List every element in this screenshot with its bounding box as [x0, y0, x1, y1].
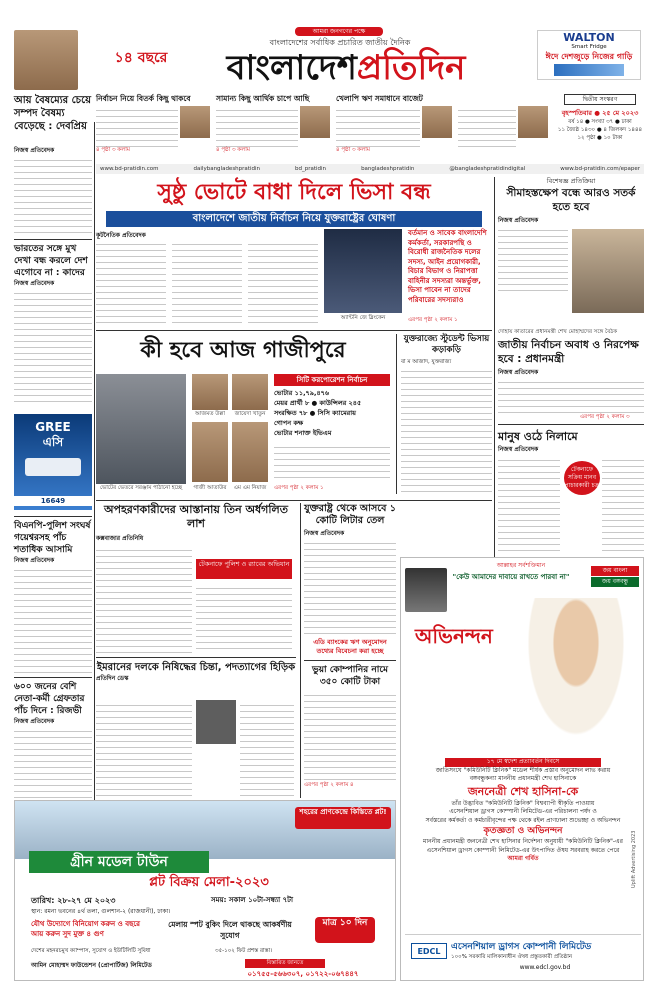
- stat-booth: গোপন কক্ষ: [274, 419, 304, 427]
- ad-side-credit: Uplift Advertising 2023: [631, 830, 637, 888]
- gazipur-photo: [96, 374, 186, 484]
- lead-banner: বাংলাদেশে জাতীয় নির্বাচন নিয়ে যুক্তরাষ্ট্রের ঘোষণা: [106, 211, 482, 227]
- edition-label: দ্বিতীয় সংস্করণ: [564, 94, 636, 105]
- masthead-title: [176, 45, 516, 91]
- gazipur-more[interactable]: এরপর পৃষ্ঠা ২ কলাম ১: [274, 485, 324, 491]
- auction-head: মানুষ ওঠে নিলামে: [498, 430, 578, 443]
- congrats-badge-2: জয় বঙ্গবন্ধু: [591, 577, 639, 587]
- stat-reserved: সংরক্ষিত ৭৮ ● সিসি ক্যামেরায়: [274, 409, 356, 417]
- right-top-text2: [498, 377, 644, 413]
- congrats-body-2: জাতিসংঘে "কমিউনিটি ক্লিনিক" মডেল শীর্ষক প্রস্তাব অনুমোদন লাভ করায়: [435, 766, 611, 774]
- teaser-3-title: খেলাপি ঋণ সমাধানে বাজেট: [336, 94, 423, 103]
- stat-voters: ভোটার ১১,৭৯,৪৭৬: [274, 389, 330, 397]
- teaser-1-text: [96, 105, 178, 147]
- right-top-story: [498, 177, 644, 327]
- teaser-4-text: [458, 105, 516, 147]
- teaser-1-photo: [180, 106, 210, 138]
- left-col-head2: ভারতের সঙ্গে মুখ দেখা বন্ধ করলে দেশ এগোবে না : কাদের: [14, 239, 92, 279]
- candidate-name-1: আজমত উল্লা: [194, 411, 226, 417]
- candidate-photo-3: [192, 422, 228, 482]
- congrats-body-9: আমরা গর্বিত: [507, 855, 539, 862]
- lead-more[interactable]: এরপর পৃষ্ঠা ২ কলাম ১: [408, 317, 458, 323]
- auction-badge: টেকনাফে সক্রিয় মানব পাচারকারী চক্র: [564, 461, 600, 495]
- link-youtube[interactable]: bangladeshpratidin: [361, 166, 415, 172]
- auction-text-2: [602, 455, 644, 551]
- congrats-body-6: সর্বস্তরের কর্মকর্তা ও কর্মচারীবৃন্দের পক্ষ থেকে রইল প্রাণঢালা শুভেচ্ছা ও অভিনন্দন: [425, 816, 621, 824]
- congrats-body-8: এসেনশিয়াল ড্রাগস কোম্পানী লিমিটেড-এর উৎপাদিত ঔষধ সরবরাহ করতে পেরে: [426, 846, 620, 854]
- imran-photo: [196, 700, 236, 744]
- left-col-byline3: নিজস্ব প্রতিবেদক: [14, 557, 55, 564]
- candidate-name-4: এম এম নিয়াজ: [233, 485, 267, 491]
- left-col-text2: [14, 288, 92, 406]
- link-twitter[interactable]: bd_pratidin: [295, 166, 327, 172]
- green-ad-subtitle: প্লট বিক্রয় মেলা-২০২৩: [149, 875, 269, 890]
- gree-phone[interactable]: 16649: [14, 496, 92, 506]
- imran-story: [96, 657, 296, 802]
- anniversary-badge: [112, 36, 170, 86]
- walton-line: ঈদে দেশজুড়ে নিজের গাড়ি: [545, 52, 633, 61]
- green-ad-feature1: দেশের মহনরচমুখ ক্যাম্পাস, সুযোগ ও ইউটিলিটি সুবিধা: [31, 948, 151, 954]
- imran-text-2: [240, 700, 294, 796]
- author-photo: [14, 30, 78, 90]
- auction-story: [498, 424, 644, 554]
- walton-sub: Smart Fridge: [571, 44, 607, 50]
- congrats-body-4: তাঁর উদ্ভাবিত "কমিউনিটি ক্লিনিক" বিশ্বব্যাপী স্বীকৃতি পাওয়ায়: [451, 799, 595, 807]
- imran-byline: প্রতিদিন ডেস্ক: [96, 675, 129, 682]
- issue-line: বর্ষ ১৪ ● সংখ্যা ৩৭ ● ঢাকা: [568, 119, 632, 125]
- gazipur-text: [274, 442, 390, 482]
- green-ad-offer2: মেলায় স্পট বুকিং দিলে থাকছে আকর্ষণীয় সুযোগ: [168, 920, 292, 940]
- lead-headline: সুষ্ঠু ভোটে বাধা দিলে ভিসা বন্ধ: [157, 180, 431, 205]
- teaser-2: [216, 94, 330, 160]
- gree-ac-graphic: [25, 458, 81, 476]
- congrats-top-line1: আল্লাহর সর্বশক্তিমান: [496, 562, 546, 569]
- congrats-body: [405, 758, 641, 864]
- left-col-byline1: নিজস্ব প্রতিবেদক: [14, 147, 55, 154]
- auction-text-1: [498, 455, 560, 551]
- gazipur-photo-caption: ভোটের ভেতরে সরঞ্জাম পাঠানো হচ্ছে: [99, 485, 183, 491]
- teaser-3-text: [336, 105, 420, 147]
- oil-byline: নিজস্ব প্রতিবেদক: [304, 530, 345, 537]
- green-ad-feature2: ৩৫-১০২ ফিট প্রশস্ত রাস্তা।: [215, 948, 273, 954]
- teaser-4-photo: [518, 106, 548, 138]
- teaser-1-more[interactable]: ৪ পৃষ্ঠা ৩ কলাম: [96, 147, 130, 153]
- right-top-byline: নিজস্ব প্রতিবেদক: [498, 217, 539, 224]
- bottom-mid-divider: [300, 503, 301, 798]
- fake-company-head: ভুয়া কোম্পানির নামে ৩৫০ কোটি টাকা: [304, 660, 396, 688]
- congrats-badge-1: জয় বাংলা: [591, 566, 639, 576]
- green-ad-date: তারিখ: ২৮-২৭ মে ২০২৩: [31, 896, 116, 905]
- left-col-head3: বিএনপি-পুলিশ সংঘর্ষ গয়েশ্বরসহ পাঁচ শতাধিক আসামি: [14, 516, 92, 556]
- lead-text-col1: [96, 239, 166, 323]
- fake-company-text: [304, 690, 396, 782]
- candidate-name-2: জায়েদা খাতুন: [234, 411, 266, 417]
- bangabandhu-photo: [405, 568, 447, 612]
- abduction-text-2: [196, 583, 292, 653]
- congrats-body-3: বঙ্গবন্ধুকন্যা মাননীয় প্রধানমন্ত্রী শেখ হাসিনাকে: [469, 775, 577, 782]
- sheikh-hasina-portrait: [521, 598, 631, 748]
- tagline-badge: আমরা জনগণের পক্ষে: [295, 27, 383, 36]
- teaser-1: [96, 94, 210, 160]
- students-story: [396, 334, 492, 494]
- right-top-photo: [572, 229, 644, 313]
- students-text: [401, 366, 492, 494]
- left-col-text1: [14, 155, 92, 235]
- congrats-title: অভিনন্দন: [415, 624, 493, 648]
- candidate-photo-2: [232, 374, 268, 410]
- stat-candidates: মেয়র প্রার্থী ৮ ● কাউন্সিলর ২৪৫: [274, 399, 362, 407]
- green-ad-title: গ্রীন মডেল টাউন: [29, 851, 209, 873]
- candidate-name-3: গাজী আতাউর: [193, 485, 227, 491]
- edcl-website[interactable]: www.edcl.gov.bd: [519, 964, 571, 971]
- teaser-2-more[interactable]: ৪ পৃষ্ঠা ৩ কলাম: [216, 147, 250, 153]
- masthead: [0, 0, 650, 92]
- congrats-top-quote: "কেউ আমাদের দাবায়ে রাখতে পারবা না": [452, 573, 570, 581]
- price-line: ১২ পৃষ্ঠা ● ১০ টাকা: [577, 135, 623, 141]
- abduction-head: অপহরণকারীদের আস্তানায় তিন অর্ধগলিত লাশ: [104, 503, 288, 530]
- green-model-town-ad: [14, 800, 396, 981]
- edcl-footer: [405, 934, 641, 978]
- students-head: যুক্তরাজ্যে স্টুডেন্ট ভিসায় কড়াকড়ি: [403, 334, 490, 355]
- oil-text: [304, 538, 396, 634]
- lead-text-col2: [172, 239, 242, 323]
- green-ad-badge: শহরের প্রাণকেন্দ্রে কিস্তিতে প্লট!: [295, 807, 391, 829]
- lead-byline: কূটনৈতিক প্রতিবেদক: [96, 232, 146, 239]
- lead-side-quote: বর্তমান ও সাবেক বাংলাদেশি কর্মকর্তা, সরকারপন্থি ও বিরোধী রাজনৈতিক দলের সদস্য, আইন প্রয়োগকারী, বিচার বিভাগ ও নিরাপত্তা বাহিনীর সদস্যরা অন্তর্ভুক্ত, ভিসা পাবেন না তাদের পরিবারের সদস্যরাও: [408, 229, 487, 304]
- teaser-2-title: সামান্য কিছু আর্থিক চাপে আছি: [216, 94, 310, 103]
- imran-text-1: [96, 700, 192, 796]
- edition-info: [556, 94, 644, 160]
- candidate-photo-1: [192, 374, 228, 410]
- congrats-thanks: কৃতজ্ঞতা ও অভিনন্দন: [483, 826, 563, 836]
- oil-quote: এডি ব্যাংকের ঋণ অনুমোদন তথ্যের বিবেচনা করা হচ্ছে: [313, 638, 387, 655]
- oil-story: [304, 503, 396, 798]
- teaser-strip: [96, 94, 550, 160]
- green-ad-company: আমিন মোহাম্মদ ফাউন্ডেশন (প্রোপার্টিজ) লিমিটেড: [31, 962, 152, 969]
- right-top-head: সীমাহস্তক্ষেপ বন্ধে আরও সতর্ক হতে হবে: [506, 187, 636, 213]
- anniversary-text: ১৪ বছরে: [114, 50, 168, 66]
- gree-brand: GREE: [35, 420, 71, 434]
- teaser-2-text: [216, 105, 298, 147]
- gazipur-story: [96, 334, 390, 494]
- link-instagram[interactable]: @bangladeshpratidindigital: [449, 166, 526, 172]
- gazipur-bottom-rule: [96, 500, 492, 501]
- lead-story: [96, 177, 492, 327]
- right-top-kicker: বিশেষজ্ঞ প্রতিক্রিয়া: [546, 177, 596, 185]
- congrats-body-5: এসেনশিয়াল ড্রাগস কোম্পানী লিমিটেড-এর পরিচালনা পর্ষদ ও: [449, 808, 597, 815]
- gazipur-headline: কী হবে আজ গাজীপুরে: [140, 338, 346, 363]
- abduction-text-1: [96, 545, 192, 653]
- oil-more[interactable]: এরপর পৃষ্ঠা ২ কলাম ৪: [304, 782, 354, 788]
- walton-ad: [537, 30, 641, 80]
- oil-head: যুক্তরাষ্ট্র থেকে আসবে ১ কোটি লিটার তেল: [304, 503, 396, 526]
- right-top-byline2: নিজস্ব প্রতিবেদক: [498, 369, 539, 376]
- social-links-bar: [96, 164, 644, 174]
- lead-photo-caption: অ্যান্টনি জে ব্লিংকেন: [340, 315, 386, 321]
- lead-bottom-rule: [96, 330, 492, 331]
- masthead-title-accent: প্রতিদিন: [356, 48, 466, 88]
- abduction-badge: টেকনাফে পুলিশ ও র‍্যাবের অভিযান: [196, 559, 292, 579]
- election-stats: [274, 388, 390, 438]
- left-col-byline4: নিজস্ব প্রতিবেদক: [14, 718, 55, 725]
- students-byline: বা ম আজাদ, যুক্তরাজ্য: [401, 359, 452, 365]
- link-website[interactable]: www.bd-pratidin.com: [100, 166, 159, 172]
- green-ad-offer1: যৌথ উদ্যোগে বিনিয়োগ করুন ও বছরে আয় করুন সুদ মুক্ত ৪ গুণ: [31, 920, 141, 938]
- lead-text-col3: [248, 239, 318, 323]
- tagline: বাংলাদেশের সর্বাধিক প্রচারিত জাতীয় দৈনিক: [269, 38, 411, 47]
- right-top-text: [498, 225, 568, 291]
- gree-ad: [14, 414, 92, 510]
- green-ad-venue: স্থান: রমনা ভবনের ৪র্থ তলা, গুলশান-২ (রাজধানী), ঢাকা।: [31, 908, 171, 915]
- gree-sub: এসি: [42, 435, 64, 449]
- walton-brand: WALTON: [563, 31, 615, 44]
- left-col-byline2: নিজস্ব প্রতিবেদক: [14, 280, 55, 287]
- stat-evm: ভোটার শনাক্ত ইভিএম: [274, 429, 332, 437]
- imran-head: ইমরানের দলকে নিষিদ্ধের চিন্তা, পদত্যাগের হিড়িক: [96, 662, 296, 673]
- abduction-byline: কক্সবাজার প্রতিনিধি: [96, 535, 144, 542]
- edcl-company-sub: ১০০% সরকারি মালিকানাধীন ঔষধ প্রস্তুতকারী প্রতিষ্ঠান: [451, 954, 573, 960]
- teaser-1-title: নির্বাচন নিয়ে বিতর্ক কিছু থাকবে: [96, 94, 191, 103]
- masthead-title-main: বাংলাদেশ: [226, 48, 357, 88]
- congrats-body-1: ১৭ মে স্বদেশ প্রত্যাবর্তন দিবসে: [445, 758, 601, 767]
- green-ad-phones[interactable]: ০১৭৫৫-৫৬৬৩০৭, ০১৭২২-০৬৭৪৪৭: [247, 970, 359, 978]
- date-line: বৃহস্পতিবার ● ২৫ মে ২০২৩: [561, 109, 639, 117]
- teaser-4: [458, 94, 550, 160]
- left-col-text3: [14, 565, 92, 673]
- abduction-story: [96, 503, 296, 653]
- issue-line-2: ১১ জ্যৈষ্ঠ ১৪৩০ ● ৪ জিলকদ ১৪৪৪: [557, 127, 643, 133]
- link-facebook[interactable]: dailybangladeshpratidin: [193, 166, 260, 172]
- candidate-photo-4: [232, 422, 268, 482]
- teaser-3: [336, 94, 452, 160]
- edcl-company: এসেনশিয়াল ড্রাগস কোম্পানী লিমিটেড: [451, 942, 592, 952]
- right-top-photo-caption: দোহায় কাতারের প্রধানমন্ত্রী শেখ মোহাম্মদের সঙ্গে বৈঠক: [498, 329, 618, 335]
- election-box-title: সিটি করপোরেশন নির্বাচন: [274, 374, 390, 386]
- auction-byline: নিজস্ব প্রতিবেদক: [498, 446, 539, 453]
- edcl-logo: EDCL: [411, 943, 447, 959]
- green-ad-offer-badge: মাত্র ১০ দিন: [315, 917, 375, 943]
- congrats-name: জননেত্রী শেখ হাসিনা-কে: [467, 784, 579, 798]
- congrats-ad: [400, 557, 644, 981]
- green-ad-time: সময়: সকাল ১০টা-সন্ধ্যা ৭টা: [211, 896, 293, 904]
- congrats-body-7: মাননীয় প্রধানমন্ত্রী জননেত্রী শেখ হাসিনার নির্দেশনা অনুযায়ী "কমিউনিটি ক্লিনিক"-এর: [423, 838, 623, 845]
- lead-photo: [324, 229, 402, 313]
- teaser-3-more[interactable]: ৪ পৃষ্ঠা ৩ কলাম: [336, 147, 370, 153]
- left-col-head4: ৬০০ জনের বেশি নেতা-কর্মী গ্রেফতার পাঁচ দিনে : রিজভী: [14, 677, 92, 717]
- right-top-more[interactable]: এরপর পৃষ্ঠা ২ কলাম ৩: [580, 414, 630, 420]
- left-col-head1: আয় বৈষম্যের চেয়ে সম্পদ বৈষম্য বেড়েছে : দেবপ্রিয়: [14, 95, 91, 132]
- walton-fridge-graphic: [554, 64, 624, 76]
- green-ad-contact-label: বিস্তারিত জানতে: [245, 959, 325, 968]
- link-epaper[interactable]: www.bd-pratidin.com/epaper: [560, 166, 640, 172]
- teaser-3-photo: [422, 106, 452, 138]
- teaser-2-photo: [300, 106, 330, 138]
- right-top-head2: জাতীয় নির্বাচন অবাধ ও নিরপেক্ষ হবে : প্রধানমন্ত্রী: [498, 339, 639, 365]
